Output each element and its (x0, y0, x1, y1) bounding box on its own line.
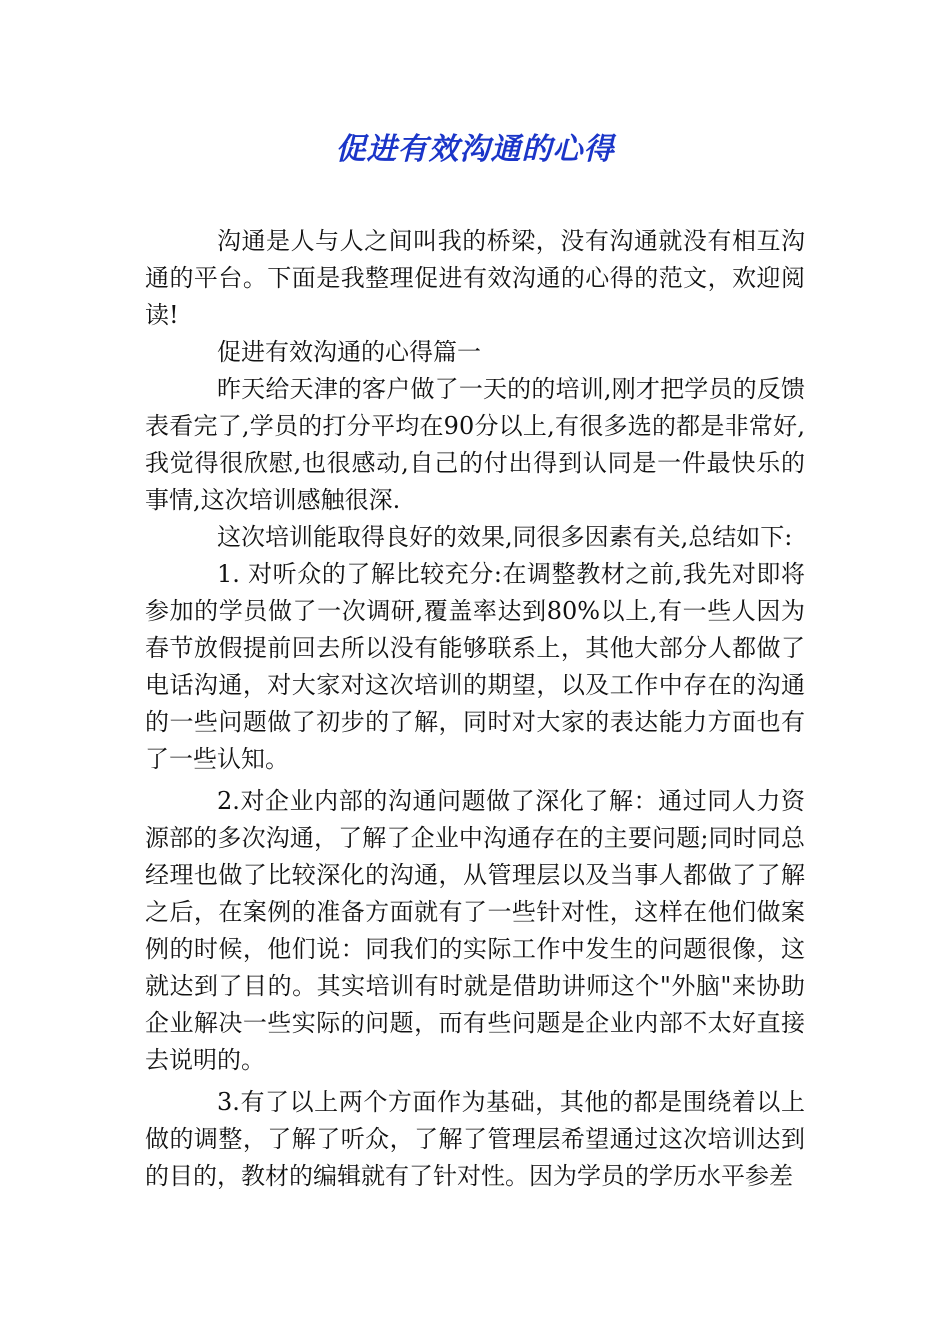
document-title: 促进有效沟通的心得 (335, 132, 615, 167)
paragraph-training-feedback: 昨天给天津的客户做了一天的的培训,刚才把学员的反馈表看完了,学员的打分平均在90分以上,有很多选的都是非常好,我觉得很欣慰,也很感动,自己的付出得到认同是一件最快乐的事情,这次培训感触很深. (145, 375, 805, 514)
paragraph-point-1: 1. 对听众的了解比较充分:在调整教材之前,我先对即将参加的学员做了一次调研,覆盖率达到80%以上,有一些人因为春节放假提前回去所以没有能够联系上，其他大部分人都做了电话沟通，对大家对这次培训的期望，以及工作中存在的沟通的一些问题做了初步的了解，同时对大家的表达能力方面也有了一些认知。 (145, 560, 805, 773)
paragraph-section-heading: 促进有效沟通的心得篇一 (217, 338, 481, 366)
paragraph-point-2: 2.对企业内部的沟通问题做了深化了解：通过同人力资源部的多次沟通，了解了企业中沟通存在的主要问题;同时同总经理也做了比较深化的沟通，从管理层以及当事人都做了了解之后，在案例的准备方面就有了一些针对性，这样在他们做案例的时候，他们说：同我们的实际工作中发生的问题很像，这就达到了目的。其实培训有时就是借助讲师这个"外脑"来协助企业解决一些实际的问题，而有些问题是企业内部不太好直接去说明的。 (145, 787, 805, 1074)
paragraph-intro: 沟通是人与人之间叫我的桥梁，没有沟通就没有相互沟通的平台。下面是我整理促进有效沟通的心得的范文，欢迎阅读! (145, 227, 805, 329)
paragraph-point-3: 3.有了以上两个方面作为基础，其他的都是围绕着以上做的调整，了解了听众，了解了管理层希望通过这次培训达到的目的，教材的编辑就有了针对性。因为学员的学历水平参差 (145, 1088, 805, 1190)
paragraph-summary-lead: 这次培训能取得良好的效果,同很多因素有关,总结如下: (217, 523, 793, 551)
document-body (145, 223, 805, 1195)
